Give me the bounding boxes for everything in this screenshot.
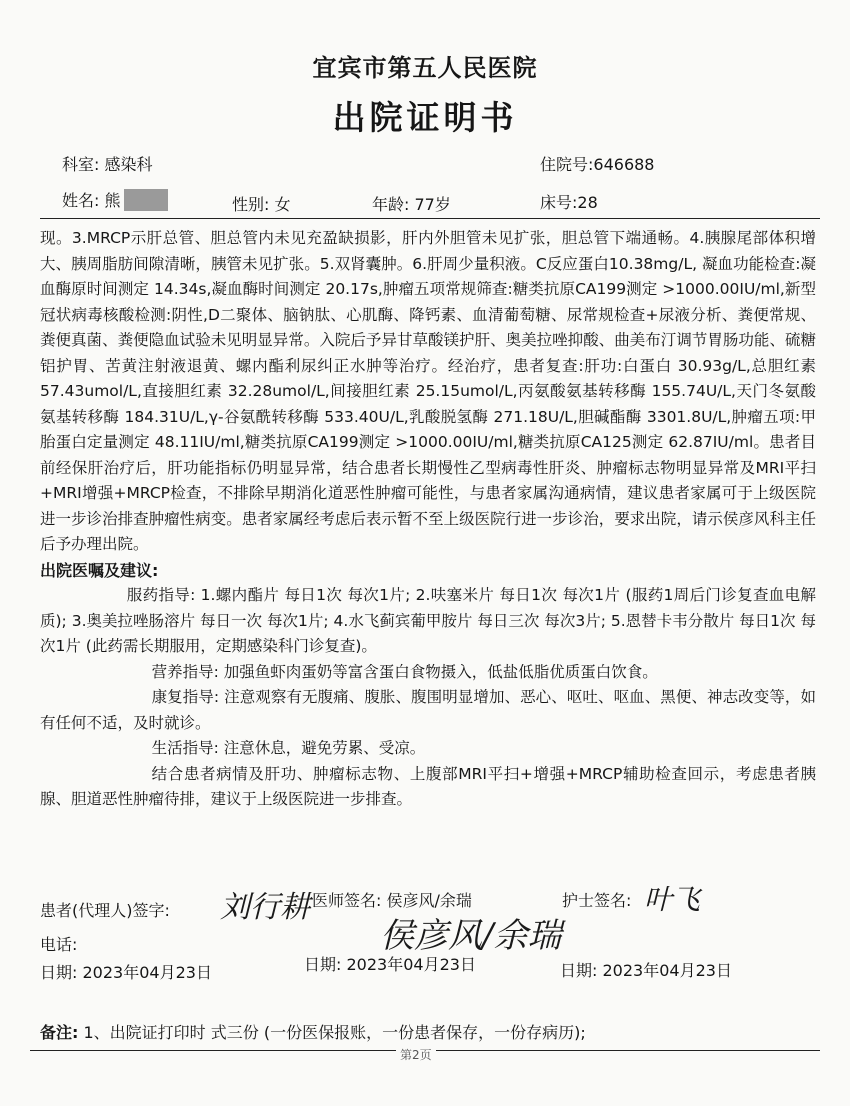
- date-value: 2023年04月23日: [82, 963, 212, 982]
- gender-value: 女: [274, 195, 291, 214]
- gender-field: [232, 192, 291, 215]
- bed-label: 床号:: [540, 193, 578, 212]
- age-label: 年龄:: [372, 195, 410, 214]
- rehab-guidance: 康复指导: 注意观察有无腹痛、腹胀、腹围明显增加、恶心、呕吐、呕血、黑便、神志改变等，如有任何不适，及时就诊。: [40, 688, 816, 732]
- nurse-signature-label: 护士签名:: [562, 891, 632, 910]
- date-label: 日期:: [40, 963, 78, 982]
- nutrition-guidance: 营养指导: 加强鱼虾肉蛋奶等富含蛋白食物摄入，低盐低脂优质蛋白饮食。: [151, 662, 658, 681]
- note-label: 备注:: [40, 1023, 79, 1042]
- note-text: 1、出院证打印时 式三份 (一份医保报账，一份患者保存，一份存病历);: [83, 1023, 586, 1042]
- patient-signature-label: 患者(代理人)签字:: [40, 901, 170, 920]
- admission-no-value: 646688: [593, 155, 655, 174]
- doctor-name: 侯彦风/余瑞: [386, 891, 472, 910]
- date-label: 日期:: [560, 961, 598, 980]
- dept-value: 感染科: [104, 155, 153, 174]
- document-title: 出院证明书: [332, 98, 518, 137]
- admission-no-field: [540, 152, 654, 175]
- note-line: [40, 1020, 586, 1043]
- date-patient: [40, 960, 212, 983]
- age-field: [372, 192, 451, 215]
- doctor-label: 医师签名:: [312, 891, 382, 910]
- bed-field: [540, 190, 598, 213]
- date-value: 2023年04月23日: [602, 961, 732, 980]
- bed-value: 28: [577, 193, 598, 212]
- gender-label: 性别:: [232, 195, 270, 214]
- discharge-body: [40, 226, 816, 813]
- lifestyle-guidance: 生活指导: 注意休息，避免劳累、受凉。: [151, 739, 426, 757]
- doctor-signature: 侯彦风/余瑞: [380, 916, 562, 956]
- patient-signature: 刘行耕: [220, 890, 310, 925]
- clinical-summary: 现。3.MRCP示肝总管、胆总管内未见充盈缺损影，肝内外胆管未见扩张，胆总管下端通畅。4.胰腺尾部体积增大、胰周脂肪间隙清晰，胰管未见扩张。5.双肾囊肿。6.肝周少量积液。C反应蛋白10.38mg/L, 凝血功能检查:凝血酶原时间测定 14.34s,凝血酶时间测定 20.17s,肿瘤五项常规筛查:糖类抗原CA199测定 >1000.00IU/ml,新型冠状病毒核酸检测:阴性,D二聚体、脑钠肽、心肌酶、降钙素、血清葡萄糖、尿常规检查+尿液分析、粪便常规、粪便真菌、粪便隐血试验未见明显异常。入院后予异甘草酸镁护肝、奥美拉唑抑酸、曲美布汀调节胃肠功能、硫糖铝护胃、苦黄注射液退黄、螺内酯利尿纠正水肿等治疗。经治疗，患者复查:肝功:白蛋白 30.93g/L,总胆红素 57.43umol/L,直接胆红素 32.28umol/L,间接胆红素 25.15umol/L,丙氨酸氨基转移酶 155.74U/L,天门冬氨酸氨基转移酶 184.31U/L,γ-谷氨酰转移酶 533.40U/L,乳酸脱氢酶 271.18U/L,胆碱酯酶 3301.8U/L,肿瘤五项:甲胎蛋白定量测定 48.11IU/ml,糖类抗原CA199测定 >1000.00IU/ml,糖类抗原CA125测定 62.87IU/ml。患者目前经保肝治疗后，肝功能指标仍明显异常，结合患者长期慢性乙型病毒性肝炎、肿瘤标志物明显异常及MRI平扫+MRI增强+MRCP检查，不排除早期消化道恶性肿瘤可能性，与患者家属沟通病情，建议患者家属可于上级医院进一步诊治排查肿瘤性病变。患者家属经考虑后表示暂不至上级医院行进一步诊治，要求出院，请示侯彦风科主任后予办理出院。: [40, 229, 816, 553]
- admission-no-label: 住院号:: [540, 155, 594, 174]
- redaction-mask: [124, 189, 168, 211]
- conclusion: 结合患者病情及肝功、肿瘤标志物、上腹部MRI平扫+增强+MRCP辅助检查回示，考虑患者胰腺、胆道恶性肿瘤待排，建议于上级医院进一步排查。: [40, 764, 816, 808]
- top-divider: [40, 218, 820, 219]
- medication-guidance: 服药指导: 1.螺内酯片 每日1次 每次1片; 2.呋塞米片 每日1次 每次1片 (服药1周后门诊复查血电解质); 3.奥美拉唑肠溶片 每日一次 每次1片; 4.水飞蓟宾葡甲胺片 每日三次 每次3片; 5.恩替卡韦分散片 每日1次 每次1片 (此药需长期服用，定期感染科门诊复查)。: [40, 586, 816, 655]
- date-doctor: [304, 952, 476, 975]
- date-value: 2023年04月23日: [346, 955, 476, 974]
- name-label: 姓名:: [62, 191, 100, 210]
- dept-field: [62, 152, 153, 175]
- nurse-signature: 叶飞: [644, 883, 701, 916]
- hospital-name: 宜宾市第五人民医院: [312, 54, 538, 82]
- name-value: 熊: [104, 191, 121, 210]
- age-value: 77岁: [414, 195, 451, 214]
- dept-label: 科室:: [62, 155, 100, 174]
- name-field: [62, 188, 168, 211]
- phone-label: 电话:: [40, 935, 78, 954]
- date-nurse: [560, 958, 732, 981]
- advice-heading: 出院医嘱及建议:: [40, 560, 159, 580]
- page-number: 第2页: [396, 1046, 436, 1063]
- date-label: 日期:: [304, 955, 342, 974]
